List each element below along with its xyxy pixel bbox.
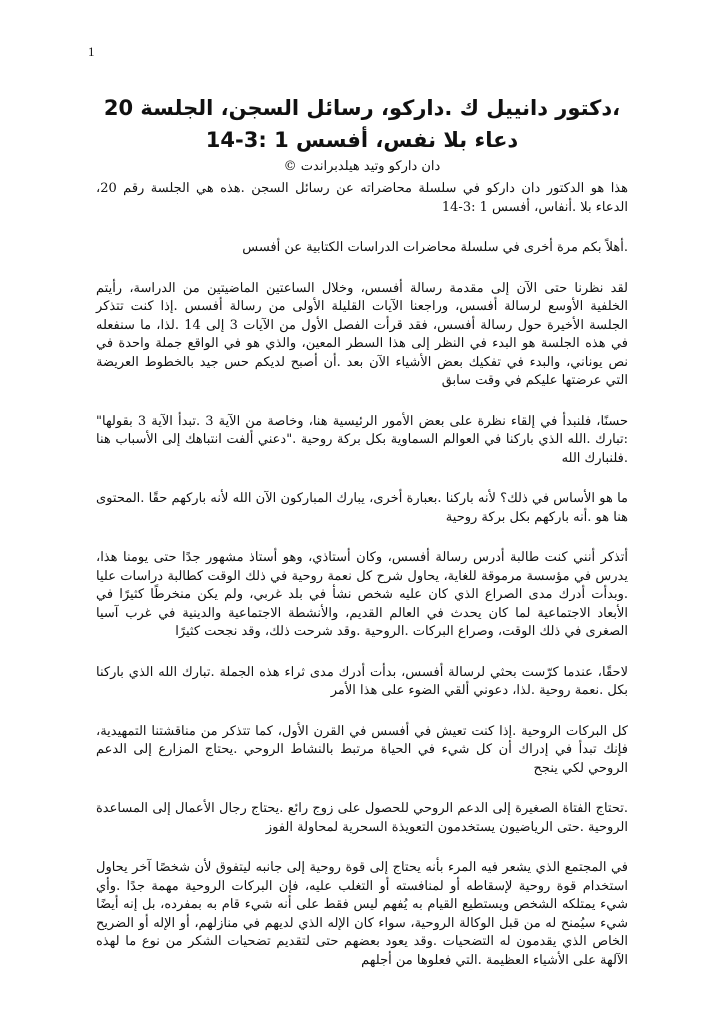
title-line-2: دعاء بلا نفس، أفسس 1 :3-14 <box>205 128 519 152</box>
paragraph-5: ما هو الأساس في ذلك؟ لأنه باركنا .بعبارة أخرى، يبارك المباركون الآن الله لأنه باركهم حقًا .المحتوى هنا هو .أنه باركهم بكل بركة روحية <box>96 491 628 525</box>
page-number: 1 <box>88 44 95 59</box>
paragraph-6: أتذكر أنني كنت طالبة أدرس رسالة أفسس، وكان أستاذي، وهو أستاذ مشهور جدًا حتى يومنا هذا، يدرس في مؤسسة مرموقة للغاية، يحاول شرح كل نعمة روحية في ذلك الوقت كطالبة دراسات عليا .وبدأت أدرك مدى الصراع الذي كان عليه شخص نشأ في بلد غربي، ولم يكن منخرطًا كثيرًا في الأبعاد الاجتماعية لما كان يحدث في العالم القديم، والأنشطة الاجتماعية والدينية في غرب آسيا الصغرى في ذلك الوقت، وصراع البركات .الروحية .وقد شرحت ذلك، وقد نجحت كثيرًا <box>96 550 628 639</box>
document-body <box>96 180 628 992</box>
document-header <box>60 92 664 176</box>
paragraph-2: .أهلاً بكم مرة أخرى في سلسلة محاضرات الدراسات الكتابية عن أفسس <box>242 240 628 255</box>
paragraph-8: كل البركات الروحية .إذا كنت تعيش في أفسس في القرن الأول، كما تتذكر من مناقشتنا التمهيدية، فإنك تبدأ في إدراك أن كل شيء في الحياة مرتبط بالنشاط الروحي .يحتاج المزارع إلى الدعم الروحي لكي ينجح <box>96 723 628 776</box>
title-line-1: ،دكتور دانييل ك .داركو، رسائل السجن، الجلسة 20 <box>103 96 621 120</box>
paragraph-7: لاحقًا، عندما كرّست بحثي لرسالة أفسس، بدأت أدرك مدى ثراء هذه الجملة .تبارك الله الذي باركنا بكل .نعمة روحية .لذا، دعوني ألقي الضوء على هذا الأمر <box>96 664 628 698</box>
copyright-notice: دان داركو وتيد هيلدبراندت © <box>283 159 441 174</box>
paragraph-1: هذا هو الدكتور دان داركو في سلسلة محاضراته عن رسائل السجن .هذه هي الجلسة رقم 20، الدعاء بلا .أنفاس، أفسس 1 :3-14 <box>96 181 628 215</box>
paragraph-10: في المجتمع الذي يشعر فيه المرء بأنه يحتاج إلى قوة روحية إلى جانبه ليتفوق لأن شخصًا آخر يحاول استخدام قوة روحية لإسقاطه أو لمنافسته أو التغلب عليه، فإن البركات الروحية مهمة جدًا .وأي شيء يمتلكه الشخص ويستطيع القيام به يُفهم ليس فقط على أنه شيء قام به بمفرده، بل إنه أيضًا شيء سيُمنح له من قبل الوكالة الروحية، سواء كان الإله الذي لديهم في منازلهم، أو الإله أو الضريح الخاص الذي يقدمون له التضحيات .وقد يعود بعضهم حتى لتقديم تضحيات الشكر من نوع ما لهذه الآلهة على الأشياء العظيمة .التي فعلوها من أجلهم <box>96 860 628 968</box>
paragraph-9: .تحتاج الفتاة الصغيرة إلى الدعم الروحي للحصول على زوج رائع .يحتاج رجال الأعمال إلى المساعدة الروحية .حتى الرياضيون يستخدمون التعويذة السحرية لمحاولة الفوز <box>96 801 628 835</box>
paragraph-4: حسنًا، فلنبدأ في إلقاء نظرة على بعض الأمور الرئيسية هنا، وخاصة من الآية 3 .تبدأ الآية 3 بقولها" :تبارك .الله الذي باركنا في العوالم السماوية بكل بركة روحية ."دعني ألفت انتباهك إلى الأسباب هنا .فلنبارك الله <box>96 413 629 466</box>
paragraph-3: لقد نظرنا حتى الآن إلى مقدمة رسالة أفسس، وخلال الساعتين الماضيتين من الدراسة، رأيتم الخلفية الأوسع لرسالة أفسس، وراجعنا الآيات القليلة الأولى من رسالة أفسس .إذا كنت تتذكر الجلسة الأخيرة حول رسالة أفسس، فقد قرأت الفصل الأول من الآيات 3 إلى 14 .لذا، ما سنفعله في هذه الجلسة هو البدء في النظر إلى هذا السطر المعين، والذي هو في الواقع جملة واحدة في نص يوناني، والبدء في تفكيك بعض الأشياء الآن بعد .أن أصبح لديكم حس جيد بالخطوط العريضة التي عرضتها عليكم في وقت سابق <box>96 280 628 388</box>
